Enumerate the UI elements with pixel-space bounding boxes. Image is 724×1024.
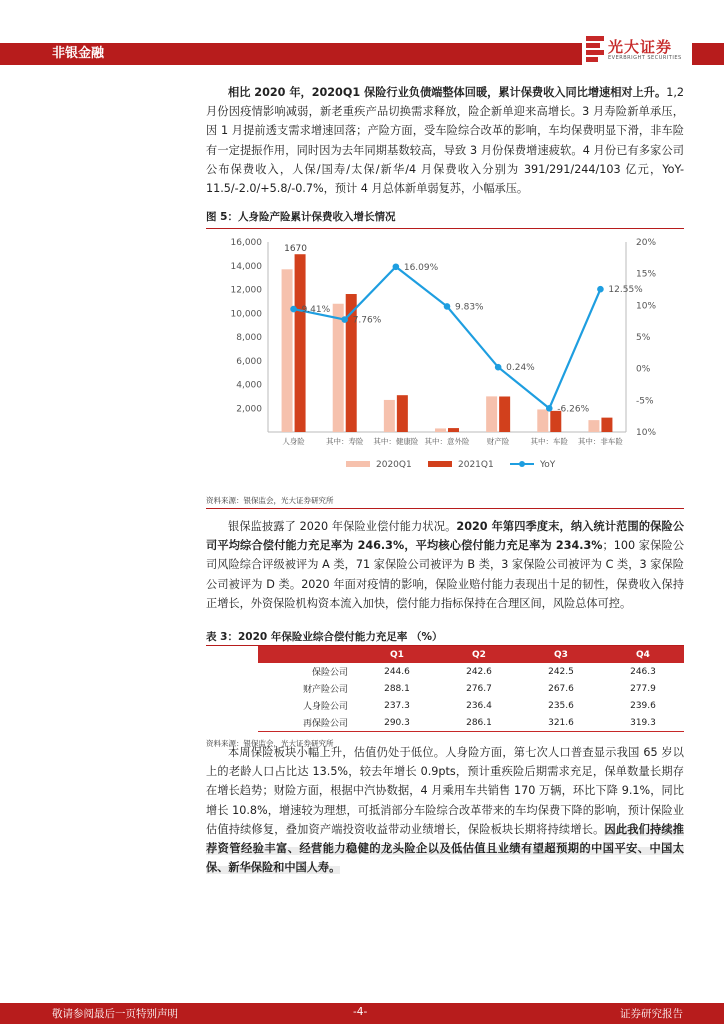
table-row [258, 697, 684, 714]
yoy-point [597, 286, 604, 293]
para2-bold: 2020 年第四季度末，纳入统计范围的保险公司平均综合偿付能力充足率为 246.3%，平均核心偿付能力充足率为 234.3% [206, 520, 684, 553]
legend-label: 2020Q1 [376, 460, 412, 470]
right-tick-label: 0% [636, 364, 651, 375]
table-cell: 267.6 [548, 683, 574, 694]
bar-2020q1 [333, 304, 344, 432]
page-number: -4- [353, 1006, 368, 1018]
table-cell: 246.3 [630, 666, 656, 677]
para1-text: 1,2 月份因疫情影响减弱，新老重疾产品切换需求释放，险企新单迎来高增长。3 月寿险新单承压，因 1 月提前透支需求增速回落；产险方面，受车险综合改革的影响，车均保费明显下滑，非车险有一定提振作用，同时因为去年同期基数较高，导致 3 月份保费增速疲软。4 月份已有多家公司公布保费收入，人保/国寿/太保/新华/4 月保费收入分别为 391/291/244/103 亿元，YoY-11.5/-2.0/+5.8/-0.7%，预计 4 月总体新单弱复苏，小幅承压。 [206, 86, 684, 196]
table-cell: 276.7 [466, 683, 492, 694]
logo-name: 光大证券 [608, 38, 673, 56]
premium-chart [206, 228, 684, 486]
paragraph-solvency [206, 517, 684, 613]
row-label: 人身险公司 [302, 702, 348, 712]
page-footer [0, 1003, 724, 1024]
table-header-cell: Q1 [356, 646, 438, 663]
bar-2020q1 [435, 428, 446, 432]
yoy-label: 0.24% [506, 363, 535, 374]
table-header-cell [258, 646, 356, 663]
table-cell: 242.6 [466, 666, 492, 677]
brand-logo [582, 34, 692, 66]
yoy-point [444, 303, 451, 310]
legend-label: 2021Q1 [458, 460, 494, 470]
table-source: 资料来源：银保监会，光大证券研究所 [206, 739, 334, 748]
table-cell: 235.6 [548, 700, 574, 711]
footer-disclaimer: 敬请参阅最后一页特别声明 [52, 1008, 178, 1020]
category-label: 其中：健康险 [373, 437, 419, 446]
bar-2020q1 [588, 420, 599, 432]
table-cell: 244.6 [384, 666, 410, 677]
right-tick-label: -5% [636, 396, 654, 407]
category-label: 财产险 [486, 437, 510, 446]
table-cell: 239.6 [630, 700, 656, 711]
yoy-point [341, 316, 348, 323]
left-tick-label: 12,000 [230, 285, 262, 296]
category-label: 其中：非车险 [577, 437, 623, 446]
legend-swatch-2021q1 [428, 461, 452, 467]
table-cell: 319.3 [602, 714, 684, 732]
table-cell: 236.4 [466, 700, 492, 711]
para3-bold: 因此我们持续推荐资管经验丰富、经营能力稳健的龙头险企以及低估值且业绩有望超预期的中国平安、中国太保、新华保险和中国人寿。 [206, 822, 684, 875]
category-label: 其中：寿险 [325, 437, 364, 446]
left-tick-label: 6,000 [236, 356, 262, 367]
right-tick-label: 15% [636, 269, 657, 280]
solvency-table [258, 646, 684, 732]
table-cell: 321.6 [520, 714, 602, 732]
table-row [258, 680, 684, 697]
bar-2021q1 [295, 254, 306, 432]
bar-2021q1 [448, 428, 459, 432]
bar-2020q1 [537, 409, 548, 432]
table-header-cell: Q3 [520, 646, 602, 663]
page-header [0, 0, 724, 70]
category-label: 其中：车险 [530, 437, 569, 446]
bar-2021q1 [397, 395, 408, 432]
table-cell: 290.3 [356, 714, 438, 732]
table-header-row [258, 646, 684, 663]
right-tick-label: 10% [636, 428, 657, 438]
category-label: 人身险 [282, 437, 305, 446]
left-tick-label: 2,000 [236, 404, 262, 415]
bar-2021q1 [601, 418, 612, 432]
yoy-label: 9.83% [455, 302, 484, 313]
left-tick-label: 14,000 [230, 261, 262, 272]
table-cell: 286.1 [438, 714, 520, 732]
paragraph-outlook [206, 743, 684, 877]
figure-divider [206, 508, 684, 509]
logo-mark-icon [586, 36, 604, 62]
table-cell: 288.1 [384, 683, 410, 694]
legend-marker-yoy [519, 461, 525, 467]
left-tick-label: 10,000 [230, 309, 262, 320]
table-cell: 277.9 [630, 683, 656, 694]
para2-text-b: ；100 家保险公司风险综合评级被评为 A 类，71 家保险公司被评为 B 类，3 家保险公司被评为 C 类，3 家保险公司被评为 D 类。2020 年面对疫情的影响，保险业赔付能力表现出十足的韧性，保费收入保持正增长，外资保险机构资本流入加快，偿付能力指标保持在合理区间，风险总体可控。 [206, 539, 685, 610]
bar-2020q1 [486, 396, 497, 432]
para1-bold: 相比 2020 年，2020Q1 保险行业负债端整体回暖，累计保费收入同比增速相对上升。 [228, 86, 667, 99]
right-tick-label: 20% [636, 238, 657, 248]
left-tick-label: 8,000 [236, 333, 262, 343]
bar-2020q1 [384, 400, 395, 432]
yoy-label: -6.26% [557, 404, 590, 415]
row-label: 保险公司 [311, 668, 348, 678]
paragraph-premium-growth [206, 83, 684, 198]
section-label: 非银金融 [52, 46, 105, 61]
para2-text-a: 银保监披露了 2020 年保险业偿付能力状况。 [228, 520, 457, 533]
right-tick-label: 10% [636, 301, 657, 312]
right-tick-label: 5% [636, 333, 651, 343]
bar-top-label: 1670 [284, 244, 308, 255]
left-tick-label: 4,000 [236, 380, 262, 391]
table-cell: 237.3 [384, 700, 410, 711]
legend-label: YoY [540, 460, 556, 470]
category-label: 其中：意外险 [424, 437, 470, 446]
yoy-label: 16.09% [403, 262, 439, 273]
row-label: 再保险公司 [258, 714, 356, 732]
table-title: 表 3：2020 年保险业综合偿付能力充足率 （%） [206, 631, 443, 643]
left-tick-label: 16,000 [230, 238, 262, 248]
figure-title: 图 5：人身险产险累计保费收入增长情况 [206, 209, 684, 229]
yoy-label: 9.41% [301, 305, 331, 316]
yoy-point [495, 364, 502, 371]
para3-text: 本周保险板块小幅上升，估值仍处于低位。人身险方面，第七次人口普查显示我国 65 岁以上的老龄人口占比达 13.5%，较去年增长 0.9pts，预计重疾险后期需求充足，保单数量长期存在增长趋势；财险方面，根据中汽协数据，4 月乘用车共销售 170 万辆，环比下降 9.1%，同比增长 10.8%，增速较为理想，可抵消部分车险综合改革带来的车均保费下降的影响，预计保险业估值持续修复，叠加资产端投资收益带动业绩增长，保险板块长期将持续增长。 [206, 746, 684, 836]
table-cell: 242.5 [548, 666, 574, 677]
yoy-point [393, 263, 400, 270]
figure-source: 资料来源：银保监会，光大证券研究所 [206, 496, 334, 505]
yoy-label: 12.55% [608, 285, 643, 296]
table-row [258, 714, 684, 732]
yoy-label: 7.76% [352, 315, 382, 326]
row-label: 财产险公司 [302, 685, 348, 695]
chart-svg [206, 228, 684, 486]
bar-2020q1 [282, 269, 293, 432]
yoy-point [546, 405, 553, 412]
bar-2021q1 [499, 396, 510, 432]
yoy-point [290, 306, 297, 313]
logo-english: EVERBRIGHT SECURITIES [608, 55, 682, 61]
legend-swatch-2020q1 [346, 461, 370, 467]
footer-report-type: 证券研究报告 [620, 1008, 683, 1020]
table-row [258, 663, 684, 680]
table-header-cell: Q4 [602, 646, 684, 663]
table-header-cell: Q2 [438, 646, 520, 663]
